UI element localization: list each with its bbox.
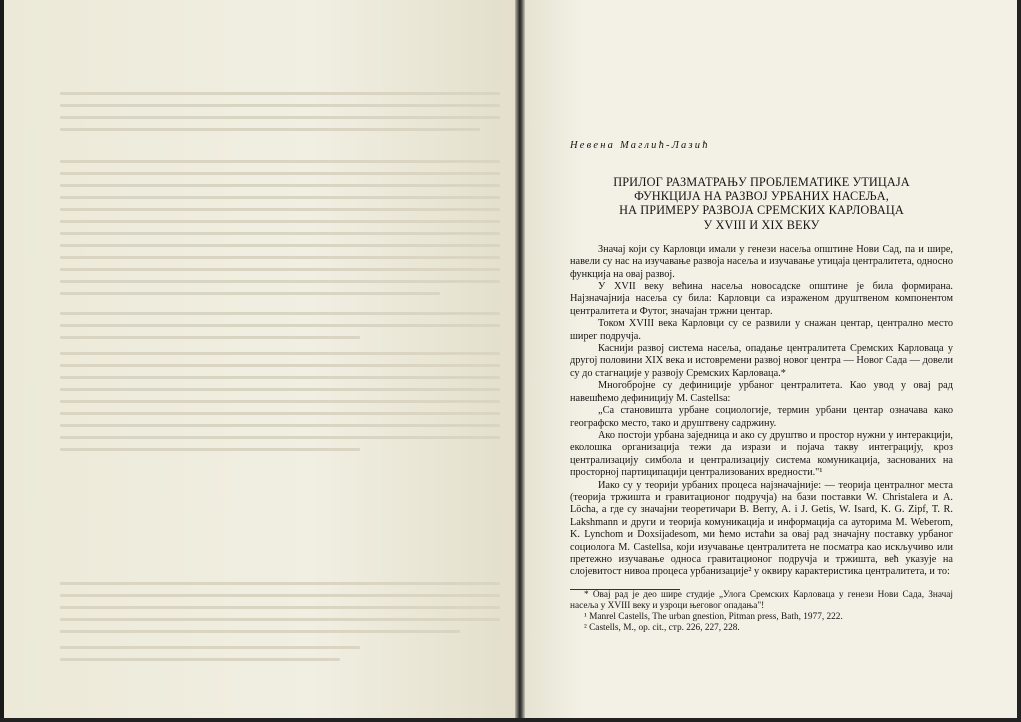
footnote: ² Castells, M., op. cit., стр. 226, 227, 228. <box>584 622 740 633</box>
left-page <box>4 0 515 718</box>
paragraph: Значај који су Карловци имали у генези насеља општине Нови Сад, па и шире, навели су нас на изучавање развоја насеља и изучавање утицаја централитета, односно функција на овај развој. <box>570 243 953 280</box>
title-line: ПРИЛОГ РАЗМАТРАЊУ ПРОБЛЕМАТИКЕ УТИЦАЈА <box>613 175 910 189</box>
scan-edge-bottom <box>0 718 1021 722</box>
title-line: НА ПРИМЕРУ РАЗВОЈА СРЕМСКИХ КАРЛОВАЦА <box>619 203 904 218</box>
title-line: У XVIII И XIX ВЕКУ <box>703 217 820 232</box>
paragraph: Иако су у теорији урбаних процеса најзначајније: — теорија централног места (теорија тржишта и гравитационог подручја) на бази поставки W. Christalera и A. Löcha, а где су значајни теоретичари B. Berry, A. i J. Getis, W. Isard, K. G. Zipf, T. R. Lakshmann и други и теорија комуникација и информација са аутоpима M. Weberom, K. Lynchom и Doxsijadesom, ми ћемо истаћи за овај рад значајну поставку урбаног социолога M. Castellsa, који изучавање централитета не посматра као искључиво или претежно изучавање односа гравитационог подручја и тржишта, већ указује на слојевитост нивоа процеса урбанизације² у оквиру карактеристика централитета, и то: <box>570 479 953 578</box>
book-gutter <box>515 0 525 722</box>
article <box>570 140 953 634</box>
footnote: ¹ Manrel Castells, The urban gnestion, Pitman press, Bath, 1977, 222. <box>584 611 843 622</box>
quote-paragraph: „Са становишта урбане социологије, термин урбани центар означава како географско место, тако и друштвену садржину. <box>570 405 953 429</box>
article-author: Невена Маглић-Лазић <box>570 140 710 151</box>
footnote: * Овај рад је део шире студије „Улога Сремских Карловаца у генези Нови Сада, Значај насеља у XVIII веку и узроци његовог опадања"! <box>570 589 953 611</box>
paragraph: У XVII веку већина насеља новосадске општине је била формирана. Најзначајнија насеља су била: Карловци са израженом друштвеном компонентом централитета и Футог, значајан тржни центар. <box>570 281 953 317</box>
quote-paragraph: Ако постоји урбана заједница и ако су друштво и простор нужни у интеракцији, еколошка организација тежи да изрази и појача такву интеграцију, кроз централизацију симбола и централизацију система комуникација, заснованих на просторној партиципацији централизованих вредности."¹ <box>570 429 953 479</box>
scan-edge-right <box>1017 0 1021 722</box>
paragraph: Многобројне су дефиниције урбаног централитета. Као увод у овај рад навешћемо дефиницију М. Castellsa: <box>570 380 953 404</box>
paragraph: Током XVIII века Карловци су се развили у снажан центар, централно место ширег подручја. <box>570 318 953 342</box>
paragraph: Каснији развој система насеља, опадање централитета Сремских Карловаца у другој половини XIX века и истовремени развој новог центра — Новог Сада — довели су до стагнације у развоју Сремских Карловаца.* <box>570 343 953 379</box>
title-line: ФУНКЦИЈА НА РАЗВОЈ УРБАНИХ НАСЕЉА, <box>634 189 889 204</box>
article-title <box>570 175 953 232</box>
